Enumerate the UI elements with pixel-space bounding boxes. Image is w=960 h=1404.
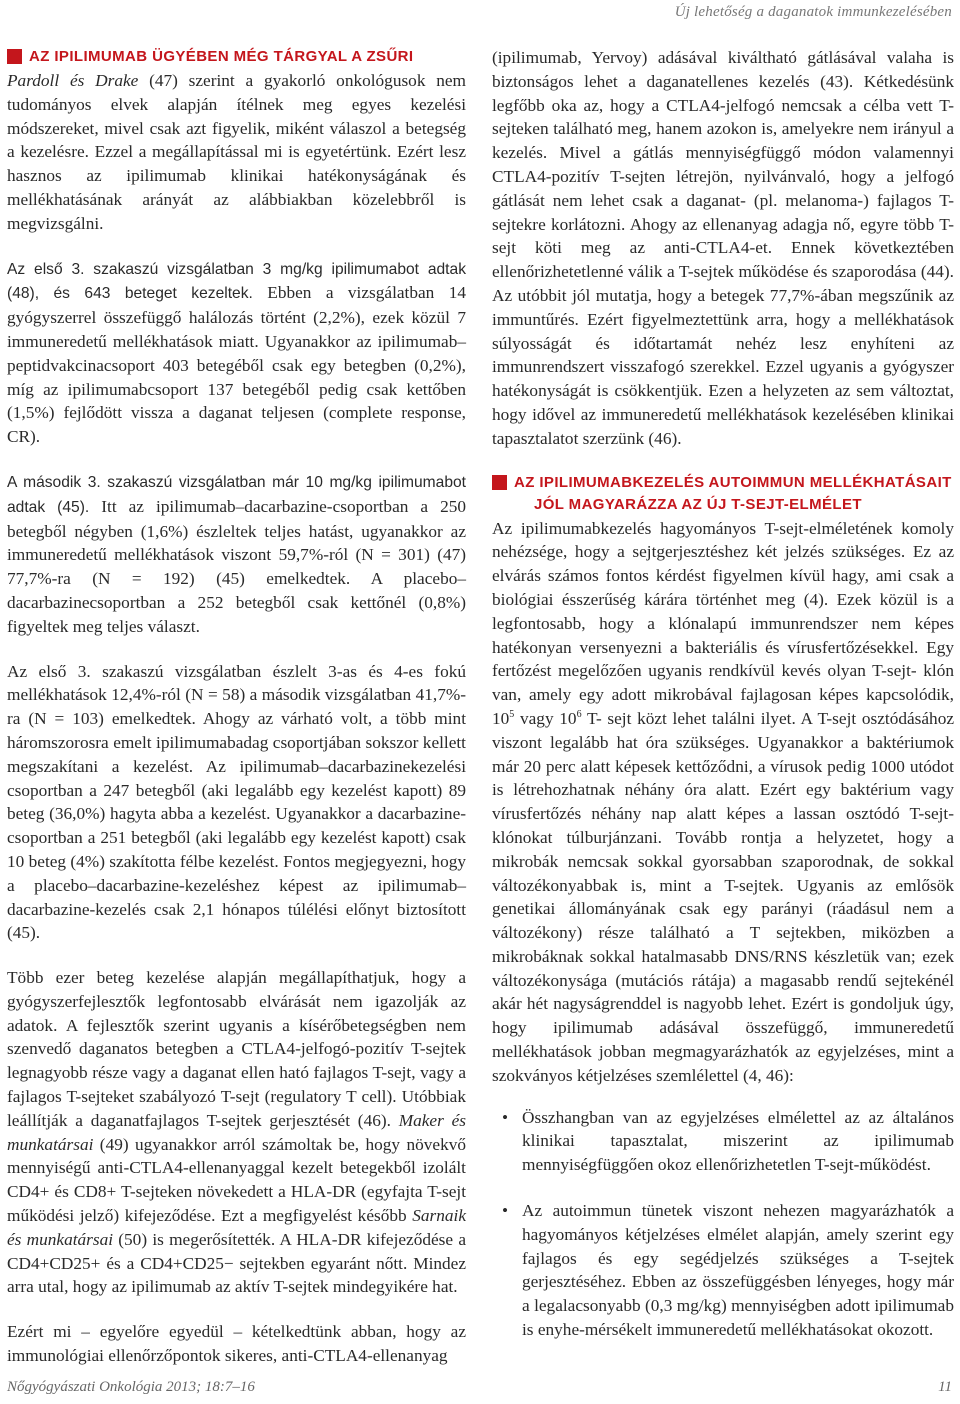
author-citation: Sarnaik és munkatársai [7,1206,466,1249]
paragraph-lead: A második 3. szakaszú vizsgálatban már 10 mg/kg ipilimumabot adtak (45). [7,473,466,516]
paragraph-text: (49) ugyanakkor arról számoltak be, hogy növekvő mennyiségű anti-CTLA4-ellenanyaggal kezelt betegekből izolált CD4+ és CD8+ T-sejteken növekedett a HLA-DR (egyfajta T-sejt működési jelző) kifejeződése. Ezt a megfigyelést később [7,1134,466,1226]
heading-text-line1: AZ IPILIMUMABKEZELÉS AUTOIMMUN MELLÉKHATÁSAIT [514,473,952,491]
list-item-text: Az autoimmun tünetek viszont nehezen magyarázhatók a hagyományos kétjelzéses elmélet alapján, amely szerint egy fajlagos és egy segédjelzés szükséges a T-sejtek gerjesztéséhez. Ebben az összefüggésben lényeges, hogy már a legalacsonyabb (0,3 mg/kg) mennyiségben adott ipilimumab is enyhe-mérsékelt immuneredetű mellékhatásokat okozott. [522,1201,954,1340]
paragraph-text: (47) szerint a gyakorló onkológusok nem tudományos elvek alapján ítélnek meg egyes kezelési módszereket, mivel csak azt figyelik, miként válaszol a betegség a kezelésre. Ezzel a megállapítással mi is egyetértünk. Ezért lesz hasznos az ipilimumab klinikai hatékonyságának és mellékhatásának arányát az alábbiakban közelebbről is megvizsgálni. [7,71,466,233]
paragraph [7,470,466,639]
author-citation: Maker és munkatársai [7,1110,467,1154]
list-item [492,1199,954,1342]
paragraph [7,966,466,1299]
bullet-list [492,1106,954,1342]
heading-text: AZ IPILIMUMAB ÜGYÉBEN MÉG TÁRGYAL A ZSŰRI [29,48,414,65]
heading-text-line2: JÓL MAGYARÁZZA AZ ÚJ T-SEJT-ELMÉLET [534,495,862,513]
paragraph-text: Az ipilimumabkezelés hagyományos T-sejt-elméletének komoly nehézsége, hogy a sejtgerjesztéshez két jelzés szükséges. Ez az elvárás számos fontos kérdést figyelmen kívül hagy, ami csak a biológiai ésszerűség kárára történhet meg (4). Ezek közül is a legfontosabb, hogy a klónalapú immunrendszer nem képes hatékonyan versenyezni a bakteriális és vírusfertőzésekkel. Egy fertőzést megelőzően ugyanis rendkívül kevés olyan T-sejt- klón van, amely egy adott mikrobával fajlagosan képes kapcsolódik, 10 [492,518,954,728]
section-heading-autoimmune [492,472,954,516]
paragraph-text: Itt az ipilimumab–dacarbazine-csoportban a 250 betegből négyben (1,6%) észleltek teljes hatást, ugyanakkor az immuneredetű mellékhatások viszont 59,7%-ról (N = 301) (47) 77,7%-ra (N = 192) (45) emelkedtek. A placebo–dacarbazinecsoportban a 252 betegből csak kettőnél (0,8%) figyeltek meg teljes választ. [7,496,467,636]
paragraph-text: Több ezer beteg kezelése alapján megállapíthatjuk, hogy a gyógyszerfejlesztők legfontosabb elvárását nem igazolják az adatok. A fejlesztők szerint ugyanis a kísérőbetegségben nem szenvedő daganatos betegben a CTLA4-jelfogó-pozitív T-sejtek legnagyobb része vagy a daganat ellen ható fajlagos T-sejt, vagy a fajlagos T-sejteket szabályozó T-sejt (regulatory T cell). Utóbbiak leállítják a daganatfajlagos T-sejtek gerjesztését (46). [7,968,466,1130]
page-number: 11 [938,1379,952,1395]
paragraph-lead: Az első 3. szakaszú vizsgálatban 3 mg/kg ipilimumabot adtak (48), és 643 beteget kezeltek. [7,260,466,303]
paragraph-text: vagy 10 [514,708,577,728]
journal-footer: Nőgyógyászati Onkológia 2013; 18:7–16 [7,1379,255,1395]
heading-square-icon [7,49,22,64]
section-heading-ipilimumab [7,46,466,68]
paragraph [7,257,466,449]
paragraph: (ipilimumab, Yervoy) adásával kiváltható gátlásával valaha is biztonságos lehet a daganatellenes kezelés (43). Kétkedésünk legfőbb oka az, hogy a CTLA4-jelfogó nemcsak a célba vett T-sejteken található meg, hanem azokon is, amelyekre nem irányul a kezelés. Mivel a gátlás mennyiségfüggő módon valamennyi CTLA4-pozitív T-sejten létrejön, nyilvánvaló, hogy a jelfogó gátlását nem lehet csak a daganat- (pl. melanoma-) fajlagos T-sejtekre korlátozni. Ahogy az ellenanyag adagja nő, egyre több T-sejt köti meg az anti-CTLA4-et. Ennek következtében ellenőrizhetetlenné válik a T-sejtek működése és szaporodása (44). Az utóbbit jól mutatja, hogy a betegek 77,7%-ában megszűnik az immuntűrés. Ezért figyelmeztettünk arra, hogy a mellékhatások súlyosságát és időtartamát nehéz lesz enyhíteni az immunrendszert visszafogó szerekkel. Ezzel ugyanis a gyógyszer hatékonyságát is csökkentjük. Ezen a helyzeten az sem változtat, hogy idővel az immuneredetű mellékhatások kezelésében klinikai tapasztalatot szerzünk (46). [492,48,954,448]
paragraph [7,69,466,236]
running-header: Új lehetőség a daganatok immunkezelésében [674,4,952,20]
right-column [492,46,954,1364]
paragraph-text: Ebben a vizsgálatban 14 gyógyszerrel összefüggő halálozás történt (2,2%), ezek közül 7 immuneredetű mellékhatások miatt. Ugyanakkor az ipilimumab–peptidvakcinacsoport 403 betegéből csak egy betegben (0,2%), míg az ipilimumabcsoport 137 betegéből pedig csak kettőben (1,5%) fejlődött vissza a daganat teljesen (complete response, CR). [7,283,466,447]
superscript: 6 [576,709,582,721]
paragraph-text: (50) is megerősítették. A HLA-DR kifejeződése a CD4+CD25+ és a CD4+CD25− sejtekben egyaránt nőtt. Mindez arra utal, hogy az ipilimumab az aktív T-sejtek mindegyikére hat. [7,1229,466,1297]
author-citation: Pardoll és Drake [7,71,139,90]
superscript: 5 [509,709,515,721]
paragraph: Az első 3. szakaszú vizsgálatban észlelt 3-as és 4-es fokú mellékhatások 12,4%-ról (N = 58) a második vizsgálatban 41,7%-ra (N = 103) emelkedtek. Ahogy az várható volt, a több mint háromszorosra emelt ipilimumabadag csoportjában sokszor kellett megszakítani a kezelést. Az ipilimumab–dacarbazinekezelési csoportban a 247 betegből (aki legalább egy kezelést kapott) 89 beteg (36,0%) hagyta abba a kezelést. Ugyanakkor a dacarbazine-csoportban a 251 betegből (aki legalább egy kezelést kapott) csak 10 beteg (4%) szakította félbe kezelést. Fontos megjegyezni, hogy a placebo–dacarbazine-kezeléshez képest az ipilimumab–dacarbazine-kezelés csak 2,1 hónapos túlélési előnyt biztosított (45). [7,661,466,943]
paragraph [492,517,954,1088]
paragraph-text: T- sejt közt lehet találni ilyet. A T-sejt osztódásához viszont legalább hat óra szükséges. Ugyanakkor a baktériumok már 20 perc alatt képesek kettőződni, a vírusok pedig 1000 utódot is létrehozhatnak néhány óra alatt. Ezért egy baktérium vagy vírusfertőzés néhány nap alatt képes a lassan osztódó T-sejt-klónokat túlburjánzani. Tovább rontja a helyzetet, hogy a mikrobák nemcsak sokkal gyorsabban szaporodnak, de sokkal változékonyabbak is, mint a T-sejtek. Ugyanis az emlősök genetikai állományának csak egy parányi (ráadásul nem a változékony) része található a T sejtekben, miközben a mikrobáknak sokkal hatalmasabb DNS/RNS készletük van; ezek változékonysága (mutációs rátája) a magasabb rendű sejtekénél akár hét nagyságrenddel is nagyobb lehet. Ezért is gondoljuk úgy, hogy ipilimumab adásával összefüggő, immuneredetű mellékhatások jobban megmagyarázhatók az egyjelzéses, mint a szokványos kétjelzéses szemlélettel (4, 46): [492,708,955,1085]
list-item [492,1106,954,1177]
bullet-icon: • [502,1201,509,1221]
heading-square-icon [492,475,507,490]
left-column [7,46,466,1368]
bullet-icon: • [502,1107,509,1127]
list-item-text: Összhangban van az egyjelzéses elmélettel az az általános klinikai tapasztalat, miszerint az ipilimumab mennyiségfüggően okoz ellenőrizhetetlen T-sejt-működést. [522,1107,954,1175]
paragraph: Ezért mi – egyelőre egyedül – kételkedtünk abban, hogy az immunológiai ellenőrzőpontok sikeres, anti-CTLA4-ellenanyag [7,1322,466,1366]
